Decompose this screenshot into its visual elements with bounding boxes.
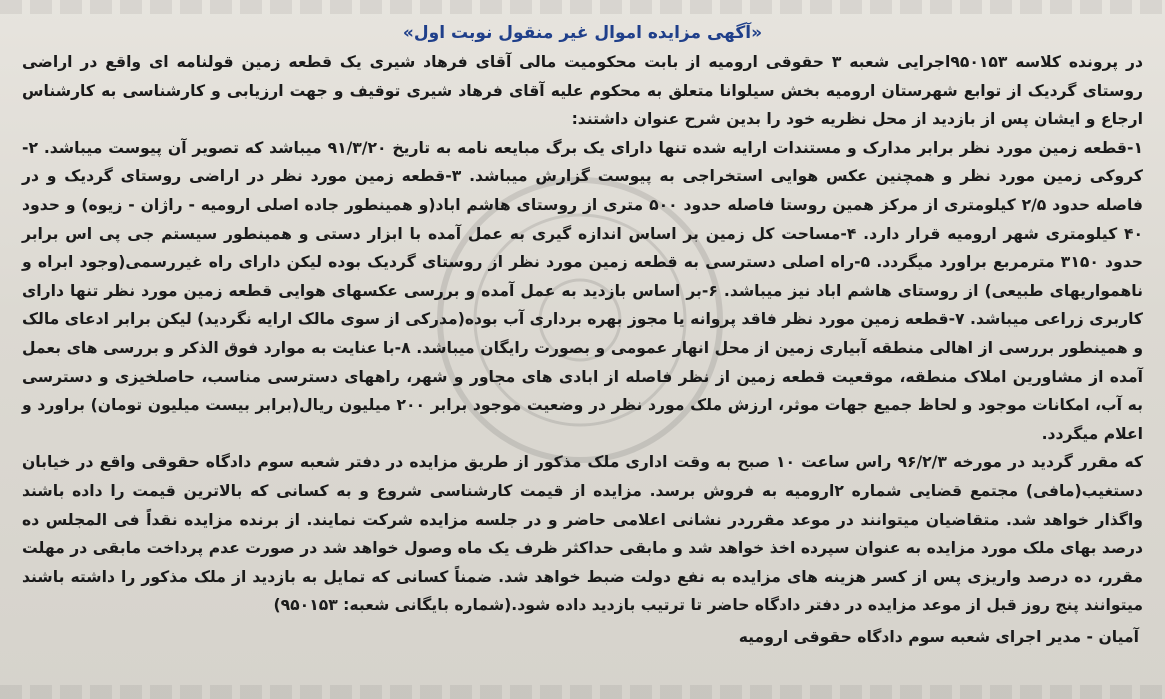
- bleed-through-top: [0, 0, 1165, 14]
- notice-paragraph-auction-terms: که مقرر گردید در مورخه ۹۶/۲/۳ راس ساعت ۱۰ صبح به وقت اداری ملک مذکور از طریق مزایده در دفتر شعبه سوم دادگاه حقوقی واقع در خیابان دستغیب(مافی) مجتمع قضایی شماره ۲ارومیه به فروش برسد. مزایده از قیمت کارشناسی شروع و به کسانی که بالاترین قیمت را داده باشند واگذار خواهد شد. متقاضیان میتوانند در موعد مقرردر نشانی اعلامی حاضر و در جلسه مزایده شرکت نمایند. از برنده مزایده نقداً فی المجلس ده درصد بهای ملک مورد مزایده به عنوان سپرده اخذ خواهد شد و مابقی حداکثر ظرف یک ماه وصول خواهد شد در صورت عدم پرداخت مابقی در مهلت مقرر، ده درصد واریزی پس از کسر هزینه های مزایده به نفع دولت ضبط خواهد شد. ضمناً کسانی که تمایل به بازدید از ملک مذکور را داشته باشند میتوانند پنج روز قبل از موعد مزایده در دفتر دادگاه حاضر تا ترتیب بازدید داده شود.(شماره بایگانی شعبه: ۹۵۰۱۵۳): [22, 453, 1143, 615]
- notice-title: «آگهی مزایده اموال غیر منقول نوبت اول»: [402, 23, 763, 43]
- notice-body: [22, 14, 1143, 681]
- notice-signature: آمیان - مدیر اجرای شعبه سوم دادگاه حقوقی ارومیه: [738, 627, 1139, 646]
- bleed-through-bottom: [0, 685, 1165, 699]
- notice-paragraph-appraisal: ۱-قطعه زمین مورد نظر برابر مدارک و مستندات ارایه شده تنها دارای یک برگ مبایعه نامه به تاریخ ۹۱/۳/۲۰ میباشد که تصویر آن پیوست میباشد. ۲-کروکی زمین مورد نظر و همچنین عکس هوایی استخراجی به پیوست گزارش میباشد. ۳-قطعه زمین مورد نظر در اراضی روستای گردیک و در فاصله حدود ۲/۵ کیلومتری از مرکز همین روستا فاصله حدود ۵۰۰ متری از روستای هاشم اباد(و همینطور جاده اصلی ارومیه - راژان - زیوه) و حدود ۴۰ کیلومتری شهر ارومیه قرار دارد. ۴-مساحت کل زمین بر اساس اندازه گیری به عمل آمده با ابزار دستی و همینطور سیستم جی پی اس برابر حدود ۳۱۵۰ مترمربع براورد میگردد. ۵-راه اصلی دسترسی به قطعه زمین مورد نظر از روستای گردیک بوده لیکن دارای راه غیررسمی(وجود ابراه و ناهمواریهای طبیعی) از روستای هاشم اباد نیز میباشد. ۶-بر اساس بازدید به عمل آمده و بررسی عکسهای هوایی قطعه زمین مورد نظر تنها دارای کاربری زراعی میباشد. ۷-قطعه زمین مورد نظر فاقد پروانه یا مجوز بهره برداری آب بوده(مدرکی از سوی مالک ارایه نگردید) لیکن برابر ادعای مالک و همینطور بررسی از اهالی منطقه آبیاری زمین از محل انهار عمومی و بصورت رایگان میباشد. ۸-با عنایت به موارد فوق الذکر و بررسی های بعمل آمده از مشاورین املاک منطقه، موقعیت قطعه زمین از نظر فاصله از ابادی های مجاور و شهر، راههای دسترسی مناسب، حاصلخیزی و دسترسی به آب، امکانات موجود و لحاظ جمیع جهات موثر، ارزش ملک مورد نظر در وضعیت موجود برابر ۲۰۰ میلیون ریال(برابر بیست میلیون تومان) براورد و اعلام میگردد.: [22, 138, 1144, 443]
- notice-paragraph-intro: در پرونده کلاسه ۹۵۰۱۵۳اجرایی شعبه ۳ حقوقی ارومیه از بابت محکومیت مالی آقای فرهاد شیری یک قطعه زمین قولنامه ای واقع در اراضی روستای گردیک از توابع شهرستان ارومیه بخش سیلوانا متعلق به محکوم علیه آقای فرهاد شیری توقیف و جهت ارزیابی و کارشناسی به کارشناس ارجاع و ایشان پس از بازدید از محل نظریه خود را بدین شرح عنوان داشتند:: [22, 53, 1143, 129]
